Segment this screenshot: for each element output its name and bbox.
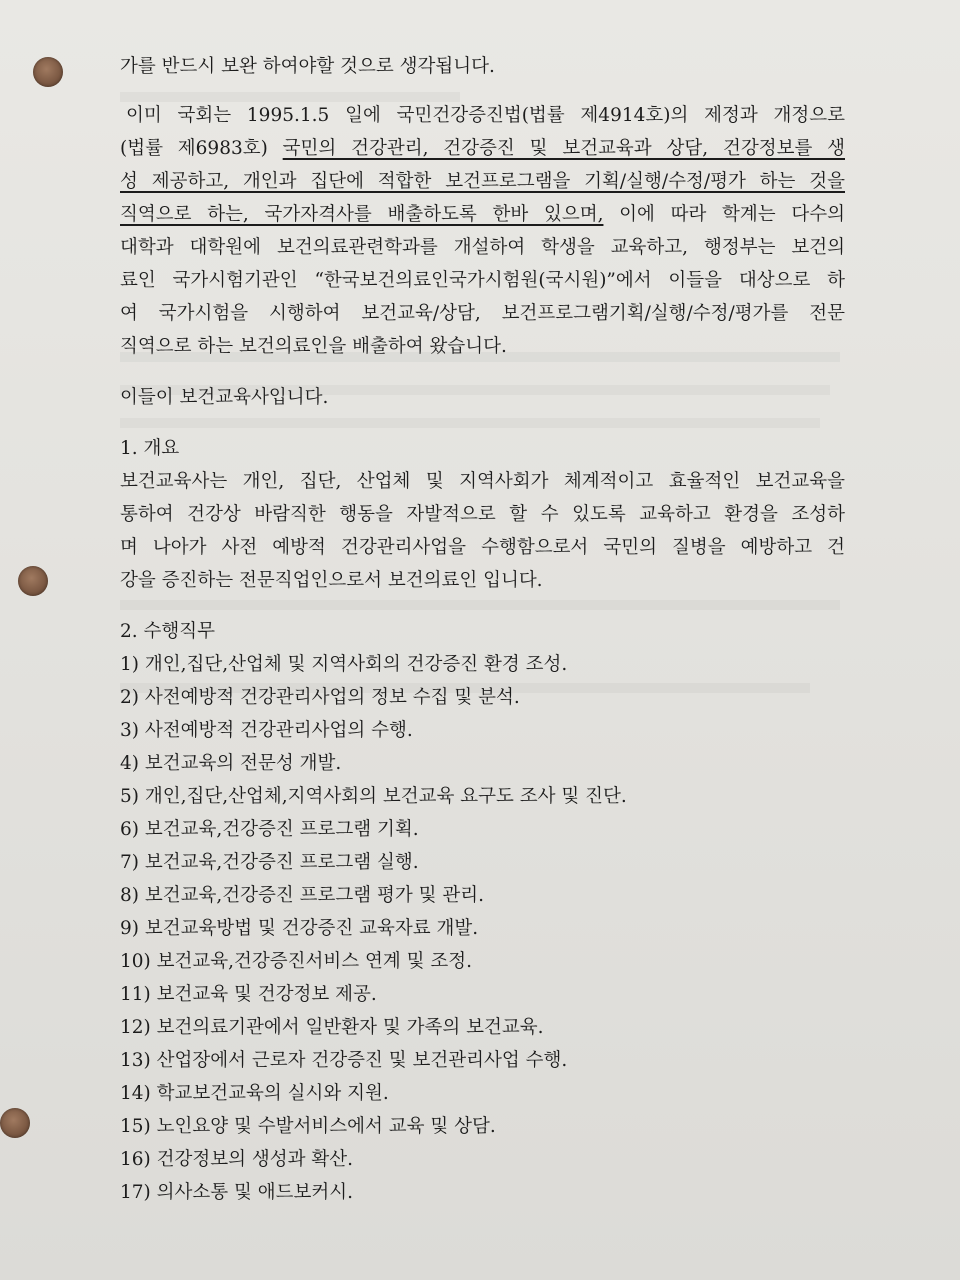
duty-item: 8) 보건교육,건강증진 프로그램 평가 및 관리. (120, 885, 484, 906)
para1-line-6: 료인 국가시험기관인 “한국보건의료인국가시험원(국시원)”에서 이들을 대상으로 하 (120, 270, 845, 291)
duty-item: 16) 건강정보의 생성과 확산. (120, 1149, 353, 1170)
intro-tail-line: 가를 반드시 보완 하여야할 것으로 생각됩니다. (120, 56, 495, 77)
para1-line-1: 이미 국회는 1995.1.5 일에 국민건강증진법(법률 제4914호)의 제정과 개정으로 (126, 105, 845, 126)
punch-hole-middle (18, 566, 48, 596)
duty-item: 9) 보건교육방법 및 건강증진 교육자료 개발. (120, 918, 479, 939)
para1-line-3-underlined: 성 제공하고, 개인과 집단에 적합한 보건프로그램을 기획/실행/수정/평가 하는 것을 (120, 171, 845, 192)
section1-line-4: 강을 증진하는 전문직업인으로서 보건의료인 입니다. (120, 570, 543, 591)
duty-item: 6) 보건교육,건강증진 프로그램 기획. (120, 819, 419, 840)
duty-item: 4) 보건교육의 전문성 개발. (120, 753, 342, 774)
duty-item: 7) 보건교육,건강증진 프로그램 실행. (120, 852, 419, 873)
section1-heading: 1. 개요 (120, 438, 180, 459)
punch-hole-top (33, 57, 63, 87)
duty-item: 1) 개인,집단,산업체 및 지역사회의 건강증진 환경 조성. (120, 654, 568, 675)
para1-line-8: 직역으로 하는 보건의료인을 배출하여 왔습니다. (120, 336, 507, 357)
para1-line-2 (120, 132, 845, 165)
duty-item: 17) 의사소통 및 애드보커시. (120, 1182, 353, 1203)
section1-line-3: 며 나아가 사전 예방적 건강관리사업을 수행함으로서 국민의 질병을 예방하고 건 (120, 537, 845, 558)
section1-line-2: 통하여 건강상 바람직한 행동을 자발적으로 할 수 있도록 교육하고 환경을 조성하 (120, 504, 845, 525)
statement-line: 이들이 보건교육사입니다. (120, 387, 329, 408)
duty-item: 11) 보건교육 및 건강정보 제공. (120, 984, 377, 1005)
para1-line-2-plain: (법률 제6983호) (120, 138, 283, 159)
duty-item: 14) 학교보건교육의 실시와 지원. (120, 1083, 389, 1104)
section-duties (120, 615, 845, 1209)
para1-line-4-underlined: 직역으로 하는, 국가자격사를 배출하도록 한바 있으며, (120, 204, 604, 225)
para1-line-4-plain: 이에 따라 학계는 다수의 (603, 204, 845, 225)
para1-line-5: 대학과 대학원에 보건의료관련학과를 개설하여 학생을 교육하고, 행정부는 보건의 (120, 237, 845, 258)
punch-hole-bottom (0, 1108, 30, 1138)
para1-line-2-underlined: 국민의 건강관리, 건강증진 및 보건교육과 상담, 건강정보를 생 (282, 138, 845, 159)
paragraph-national-assembly (120, 99, 845, 363)
document-page (120, 50, 845, 1209)
duty-item: 12) 보건의료기관에서 일반환자 및 가족의 보건교육. (120, 1017, 544, 1038)
duty-item: 10) 보건교육,건강증진서비스 연계 및 조정. (120, 951, 472, 972)
section2-heading: 2. 수행직무 (120, 621, 216, 642)
para1-line-7: 여 국가시험을 시행하여 보건교육/상담, 보건프로그램기획/실행/수정/평가를 전문 (120, 303, 845, 324)
duty-item: 15) 노인요양 및 수발서비스에서 교육 및 상담. (120, 1116, 496, 1137)
section-overview (120, 432, 845, 597)
duty-item: 3) 사전예방적 건강관리사업의 수행. (120, 720, 413, 741)
section1-line-1: 보건교육사는 개인, 집단, 산업체 및 지역사회가 체계적이고 효율적인 보건교육을 (120, 471, 845, 492)
duty-item: 2) 사전예방적 건강관리사업의 정보 수집 및 분석. (120, 687, 520, 708)
para1-line-4 (120, 198, 845, 231)
duty-item: 5) 개인,집단,산업체,지역사회의 보건교육 요구도 조사 및 진단. (120, 786, 627, 807)
duty-item: 13) 산업장에서 근로자 건강증진 및 보건관리사업 수행. (120, 1050, 568, 1071)
